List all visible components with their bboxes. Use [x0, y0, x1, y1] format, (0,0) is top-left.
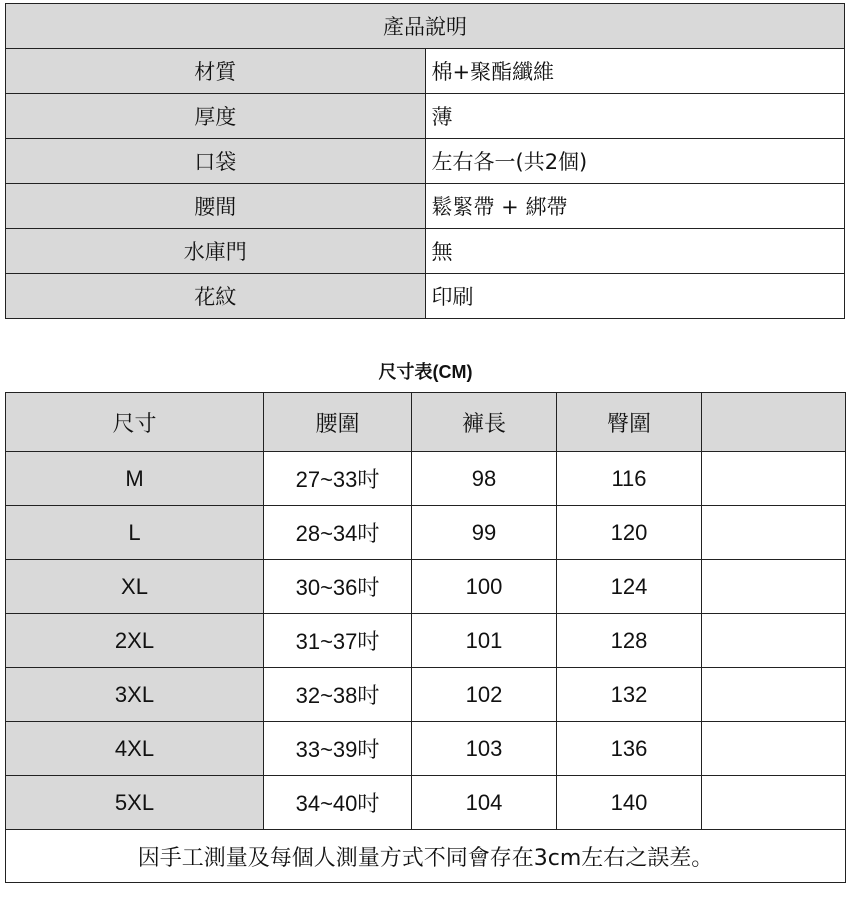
pocket-label: 口袋 — [6, 139, 426, 184]
size-cell: 2XL — [6, 614, 264, 668]
blank-cell — [702, 614, 846, 668]
waist-cell: 27~33吋 — [264, 452, 412, 506]
product-row-pocket — [6, 139, 845, 184]
product-row-material — [6, 49, 845, 94]
size-chart-note-row — [6, 830, 846, 883]
hip-cell: 128 — [557, 614, 702, 668]
blank-cell — [702, 506, 846, 560]
length-cell: 103 — [412, 722, 557, 776]
length-cell: 104 — [412, 776, 557, 830]
waist-value: 鬆緊帶 + 綁帶 — [425, 184, 845, 229]
length-cell: 100 — [412, 560, 557, 614]
header-size: 尺寸 — [6, 393, 264, 452]
size-cell: 4XL — [6, 722, 264, 776]
material-label: 材質 — [6, 49, 426, 94]
waist-cell: 33~39吋 — [264, 722, 412, 776]
table-row — [6, 776, 846, 830]
length-cell: 101 — [412, 614, 557, 668]
waist-cell: 31~37吋 — [264, 614, 412, 668]
hip-cell: 132 — [557, 668, 702, 722]
hip-cell: 140 — [557, 776, 702, 830]
measurement-note: 因手工測量及每個人測量方式不同會存在3cm左右之誤差。 — [6, 830, 846, 883]
hip-cell: 120 — [557, 506, 702, 560]
header-blank — [702, 393, 846, 452]
header-hip: 臀圍 — [557, 393, 702, 452]
size-cell: M — [6, 452, 264, 506]
blank-cell — [702, 560, 846, 614]
table-row — [6, 668, 846, 722]
table-row — [6, 452, 846, 506]
thickness-label: 厚度 — [6, 94, 426, 139]
hip-cell: 124 — [557, 560, 702, 614]
waist-cell: 32~38吋 — [264, 668, 412, 722]
header-length: 褲長 — [412, 393, 557, 452]
size-cell: 3XL — [6, 668, 264, 722]
fly-label: 水庫門 — [6, 229, 426, 274]
thickness-value: 薄 — [425, 94, 845, 139]
hip-cell: 136 — [557, 722, 702, 776]
product-description-title: 產品說明 — [6, 4, 845, 49]
blank-cell — [702, 668, 846, 722]
waist-cell: 30~36吋 — [264, 560, 412, 614]
table-row — [6, 614, 846, 668]
material-value: 棉+聚酯纖維 — [425, 49, 845, 94]
pattern-label: 花紋 — [6, 274, 426, 319]
size-chart-table — [5, 392, 846, 883]
pocket-value: 左右各一(共2個) — [425, 139, 845, 184]
waist-cell: 34~40吋 — [264, 776, 412, 830]
size-cell: XL — [6, 560, 264, 614]
length-cell: 102 — [412, 668, 557, 722]
waist-cell: 28~34吋 — [264, 506, 412, 560]
product-description-header-row — [6, 4, 845, 49]
fly-value: 無 — [425, 229, 845, 274]
product-row-fly — [6, 229, 845, 274]
hip-cell: 116 — [557, 452, 702, 506]
size-cell: 5XL — [6, 776, 264, 830]
product-row-pattern — [6, 274, 845, 319]
table-row — [6, 722, 846, 776]
blank-cell — [702, 776, 846, 830]
size-chart-title: 尺寸表(CM) — [378, 362, 473, 382]
product-description-table — [5, 3, 845, 319]
length-cell: 99 — [412, 506, 557, 560]
table-row — [6, 560, 846, 614]
product-row-thickness — [6, 94, 845, 139]
table-row — [6, 506, 846, 560]
waist-label: 腰間 — [6, 184, 426, 229]
header-waist: 腰圍 — [264, 393, 412, 452]
pattern-value: 印刷 — [425, 274, 845, 319]
length-cell: 98 — [412, 452, 557, 506]
blank-cell — [702, 722, 846, 776]
size-chart-header-row — [6, 393, 846, 452]
size-cell: L — [6, 506, 264, 560]
product-row-waist — [6, 184, 845, 229]
blank-cell — [702, 452, 846, 506]
